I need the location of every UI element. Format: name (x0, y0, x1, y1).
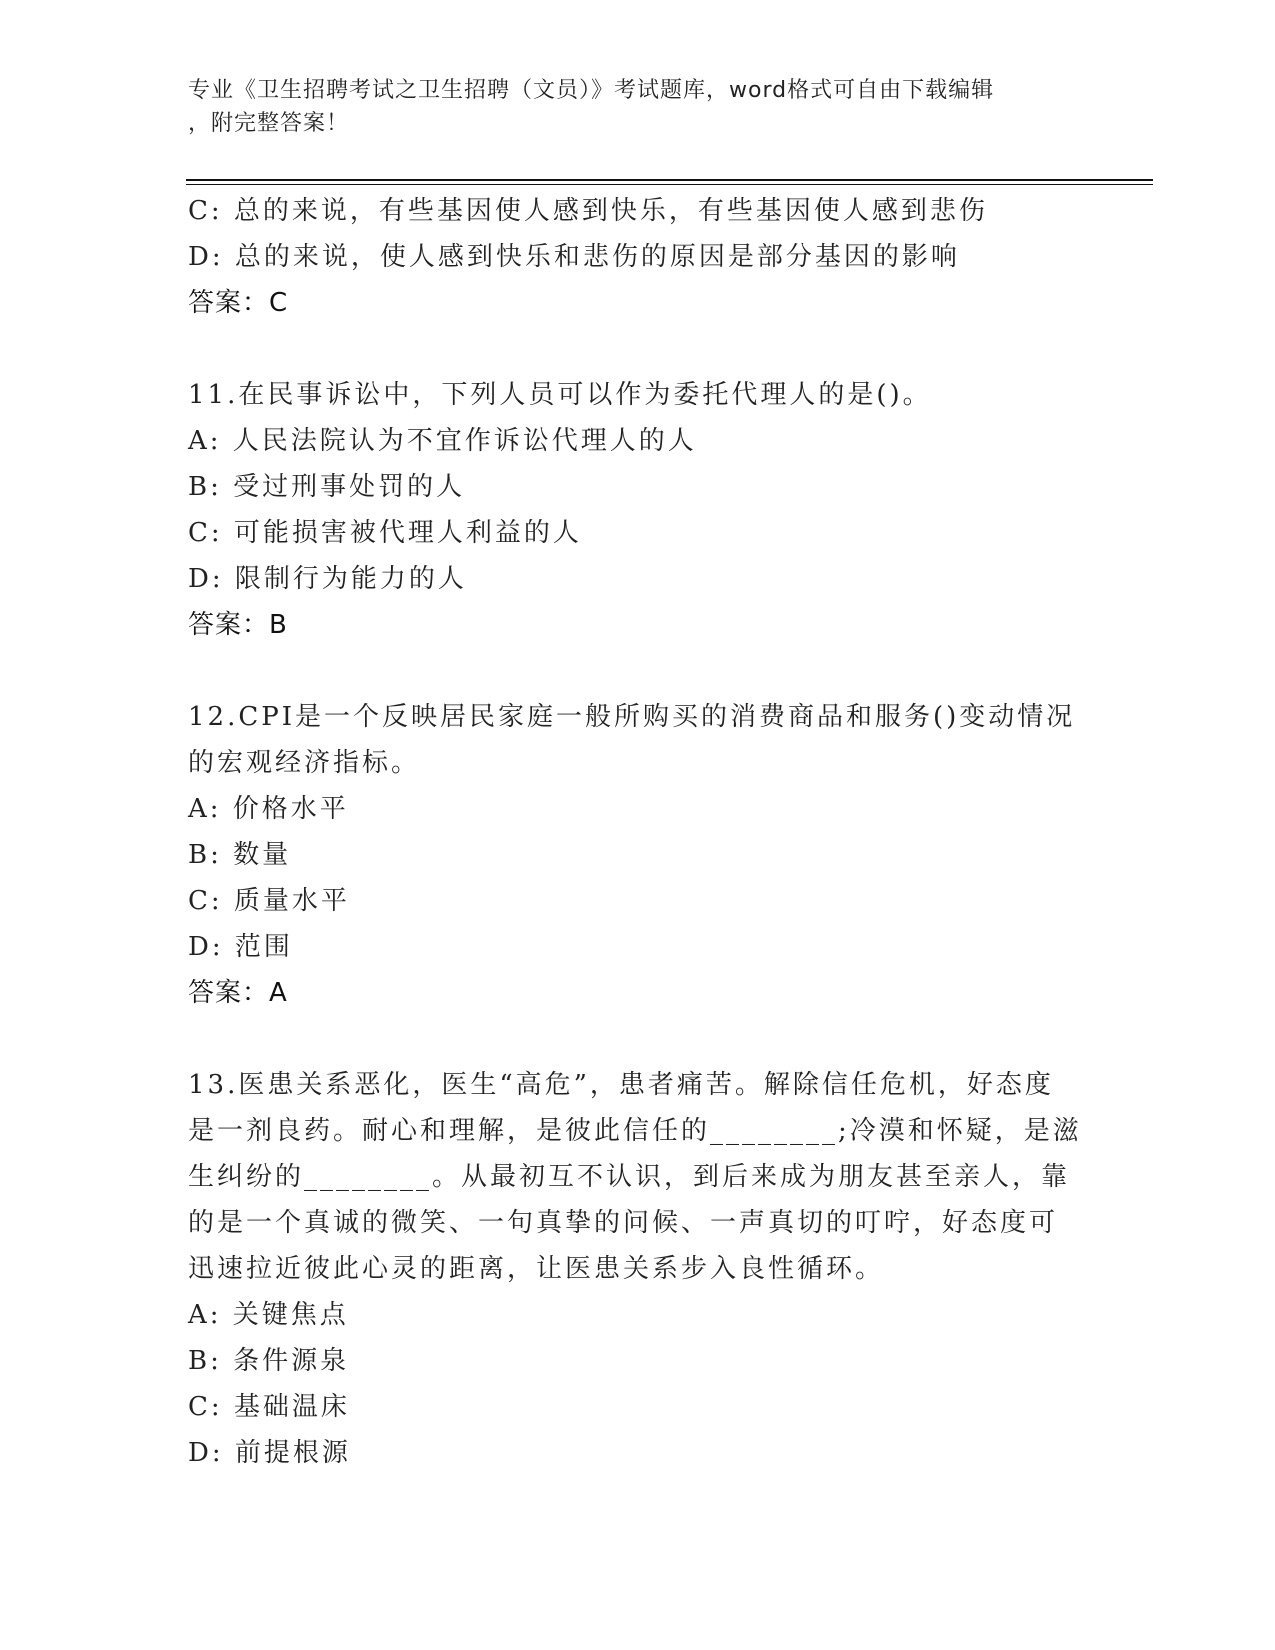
question-stem-line-1: 13.医患关系恶化，医生“高危”，患者痛苦。解除信任危机，好态度 (188, 1070, 1054, 1100)
question-stem-line-2: 是一剂良药。耐心和理解，是彼此信任的________;冷漠和怀疑，是滋 (188, 1116, 1082, 1146)
header-rule-thick (186, 179, 1153, 181)
option-d: D: 前提根源 (188, 1438, 351, 1468)
spacer (188, 648, 1078, 694)
question-13 (188, 1062, 1082, 1476)
answer-label: 答案：A (188, 978, 288, 1008)
option-d: D: 范围 (188, 932, 293, 962)
option-b: B: 条件源泉 (188, 1346, 350, 1376)
option-b: B: 受过刑事处罚的人 (188, 472, 466, 502)
question-stem-line-2: 的宏观经济指标。 (188, 748, 421, 778)
question-stem-line-4: 的是一个真诚的微笑、一句真挚的问候、一声真切的叮咛，好态度可 (188, 1208, 1059, 1238)
answer-label: 答案：C (188, 288, 289, 318)
header-line-2: ，附完整答案！ (188, 111, 350, 136)
option-c: C: 总的来说，有些基因使人感到快乐，有些基因使人感到悲伤 (188, 196, 988, 226)
spacer (188, 1016, 1078, 1062)
question-stem-line-5: 迅速拉近彼此心灵的距离，让医患关系步入良性循环。 (188, 1254, 885, 1284)
spacer (188, 326, 1078, 372)
option-a: A: 价格水平 (188, 794, 349, 824)
option-c: C: 基础温床 (188, 1392, 350, 1422)
option-d: D: 总的来说，使人感到快乐和悲伤的原因是部分基因的影响 (188, 242, 960, 272)
header-line-1: 专业《卫生招聘考试之卫生招聘（文员）》考试题库，word格式可自由下载编辑 (188, 78, 995, 103)
option-c: C: 质量水平 (188, 886, 350, 916)
header-rule-thin (186, 184, 1153, 185)
question-10-tail (188, 188, 1078, 326)
option-a: A: 关键焦点 (188, 1300, 349, 1330)
option-d: D: 限制行为能力的人 (188, 564, 467, 594)
page-header (188, 74, 1068, 140)
option-b: B: 数量 (188, 840, 292, 870)
question-stem-line-3: 生纠纷的________。从最初互不认识，到后来成为朋友甚至亲人，靠 (188, 1162, 1071, 1192)
question-12 (188, 694, 1078, 1016)
question-stem-line-1: 12.CPI是一个反映居民家庭一般所购买的消费商品和服务()变动情况 (188, 702, 1076, 732)
answer-label: 答案：B (188, 610, 288, 640)
question-stem: 11.在民事诉讼中，下列人员可以作为委托代理人的是()。 (188, 380, 932, 410)
option-a: A: 人民法院认为不宜作诉讼代理人的人 (188, 426, 697, 456)
option-c: C: 可能损害被代理人利益的人 (188, 518, 582, 548)
question-11 (188, 372, 1078, 648)
question-list (188, 188, 1082, 1476)
